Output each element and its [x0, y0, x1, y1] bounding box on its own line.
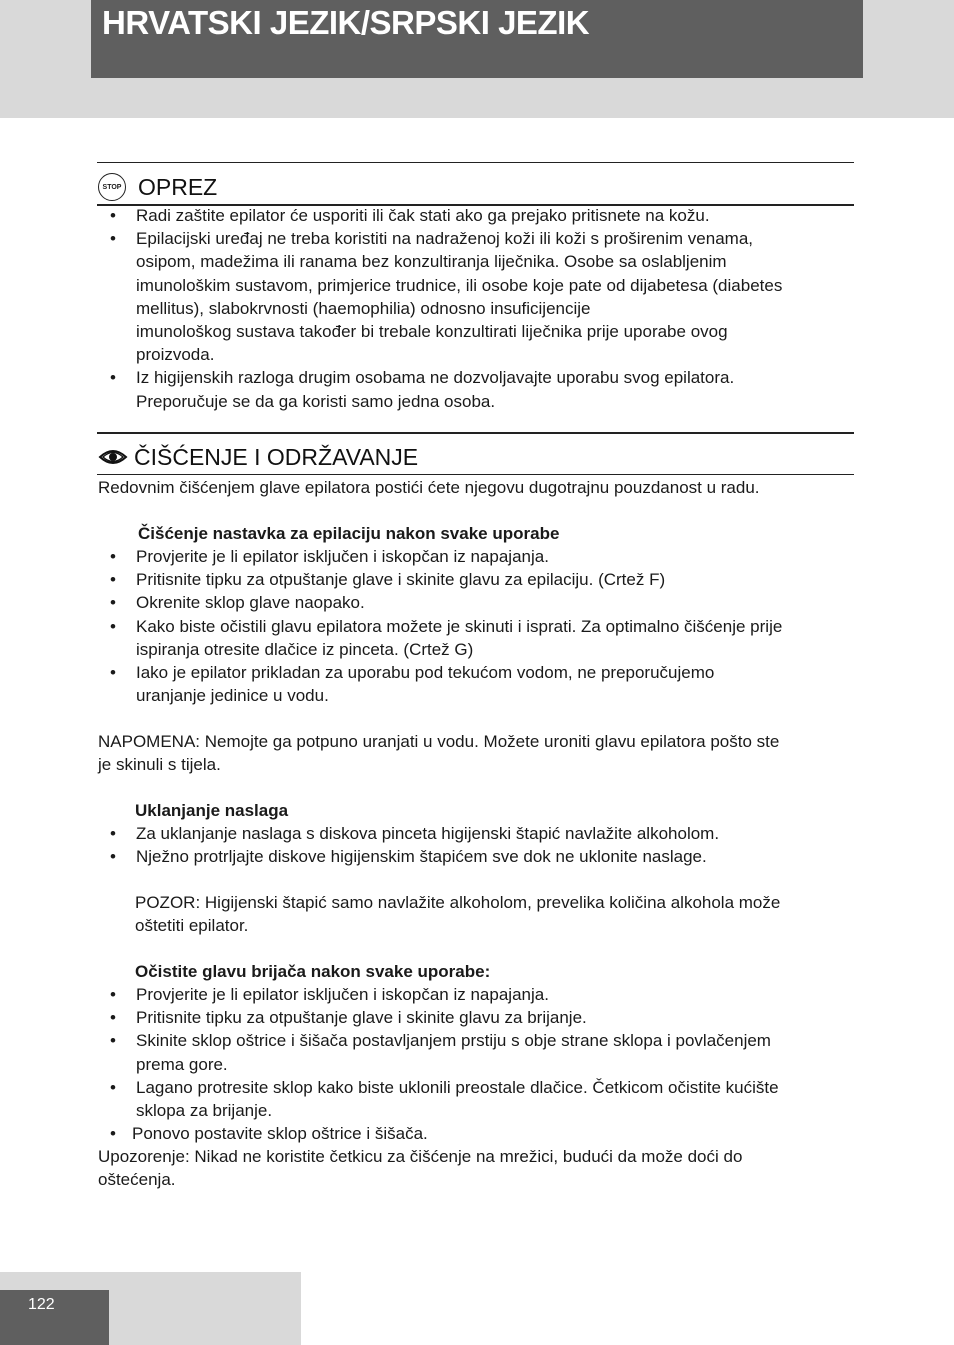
list-item: • Pritisnite tipku za otpuštanje glave i skinite glavu za epilaciju. (Crtež F)	[98, 568, 858, 591]
title-box	[91, 0, 863, 78]
caution-list	[98, 204, 858, 413]
list-item: • Ponovo postavite sklop oštrice i šišača.	[98, 1122, 858, 1145]
list-item: • Lagano protresite sklop kako biste uklonili preostale dlačice. Četkicom očistite kućište sklopa za brijanje.	[98, 1076, 858, 1122]
sub3-list	[98, 983, 858, 1122]
warning-paragraph: POZOR: Higijenski štapić samo navlažite alkoholom, prevelika količina alkohola može oštetiti epilator.	[135, 893, 781, 936]
list-item: • Nježno protrljajte diskove higijenskim štapićem sve dok ne uklonite naslage.	[98, 845, 858, 868]
list-item: • Iz higijenskih razloga drugim osobama ne dozvoljavajte uporabu svog epilatora. Preporučuje se da ga koristi samo jedna osoba.	[98, 366, 858, 412]
caution-heading	[98, 173, 217, 201]
list-item: • Epilacijski uređaj ne treba koristiti na nadraženoj koži ili koži s proširenim venama, osipom, madežima ili ranama bez konzultiranja liječnika. Osobe sa oslabljenim imunološkim sustavom, primjerice trudnice, ili osobe koje pate od dijabetesa (diabetes mellitus), slabokrvnosti (haemophilia) odnosno insuficijencije imunološkog sustava također bi trebale konzultirati liječnika prije uporabe ovog proizvoda.	[98, 227, 858, 366]
caution-title: OPREZ	[138, 174, 218, 200]
list-item: • Provjerite je li epilator isključen i iskopčan iz napajanja.	[98, 983, 858, 1006]
cleaning-heading	[98, 443, 418, 471]
sub2-list	[98, 822, 858, 868]
stop-icon: STOP	[98, 173, 126, 201]
list-item: • Za uklanjanje naslaga s diskova pinceta higijenski štapić navlažite alkoholom.	[98, 822, 858, 845]
list-item: • Iako je epilator prikladan za uporabu pod tekućom vodom, ne preporučujemo uranjanje jedinice u vodu.	[98, 661, 858, 707]
sub2-heading: Uklanjanje naslaga	[135, 801, 289, 820]
page-number: 122	[28, 1296, 55, 1313]
cleaning-heading-rule	[97, 474, 854, 475]
list-item: • Provjerite je li epilator isključen i iskopčan iz napajanja.	[98, 545, 858, 568]
sub1-heading: Čišćenje nastavka za epilaciju nakon svake uporabe	[138, 524, 560, 543]
eye-icon	[98, 447, 128, 467]
sub3-heading: Očistite glavu brijača nakon svake uporabe:	[135, 962, 491, 981]
list-item: • Kako biste očistili glavu epilatora možete je skinuti i isprati. Za optimalno čišćenje prije ispiranja otresite dlačice iz pinceta. (Crtež G)	[98, 615, 858, 661]
sub3-last-list	[98, 1122, 858, 1145]
list-item: • Radi zaštite epilator će usporiti ili čak stati ako ga prejako pritisnete na kožu.	[98, 204, 858, 227]
cleaning-title: ČIŠĆENJE I ODRŽAVANJE	[134, 444, 419, 470]
list-item: • Skinite sklop oštrice i šišača postavljanjem prstiju s obje strane sklopa i povlačenjem prema gore.	[98, 1029, 858, 1075]
list-item: • Okrenite sklop glave naopako.	[98, 591, 858, 614]
page-number-box	[0, 1290, 109, 1345]
sub1-list	[98, 545, 858, 707]
note-paragraph: NAPOMENA: Nemojte ga potpuno uranjati u vodu. Možete uroniti glavu epilatora pošto ste je skinuli s tijela.	[98, 732, 780, 775]
section-top-rule	[97, 162, 854, 163]
cleaning-top-rule	[97, 432, 854, 434]
page-title: HRVATSKI JEZIK/SRPSKI JEZIK	[102, 4, 590, 41]
list-item: • Pritisnite tipku za otpuštanje glave i skinite glavu za brijanje.	[98, 1006, 858, 1029]
final-warning: Upozorenje: Nikad ne koristite četkicu za čišćenje na mrežici, budući da može doći do oštećenja.	[98, 1147, 743, 1190]
cleaning-intro: Redovnim čišćenjem glave epilatora postići ćete njegovu dugotrajnu pouzdanost u radu.	[98, 478, 760, 497]
